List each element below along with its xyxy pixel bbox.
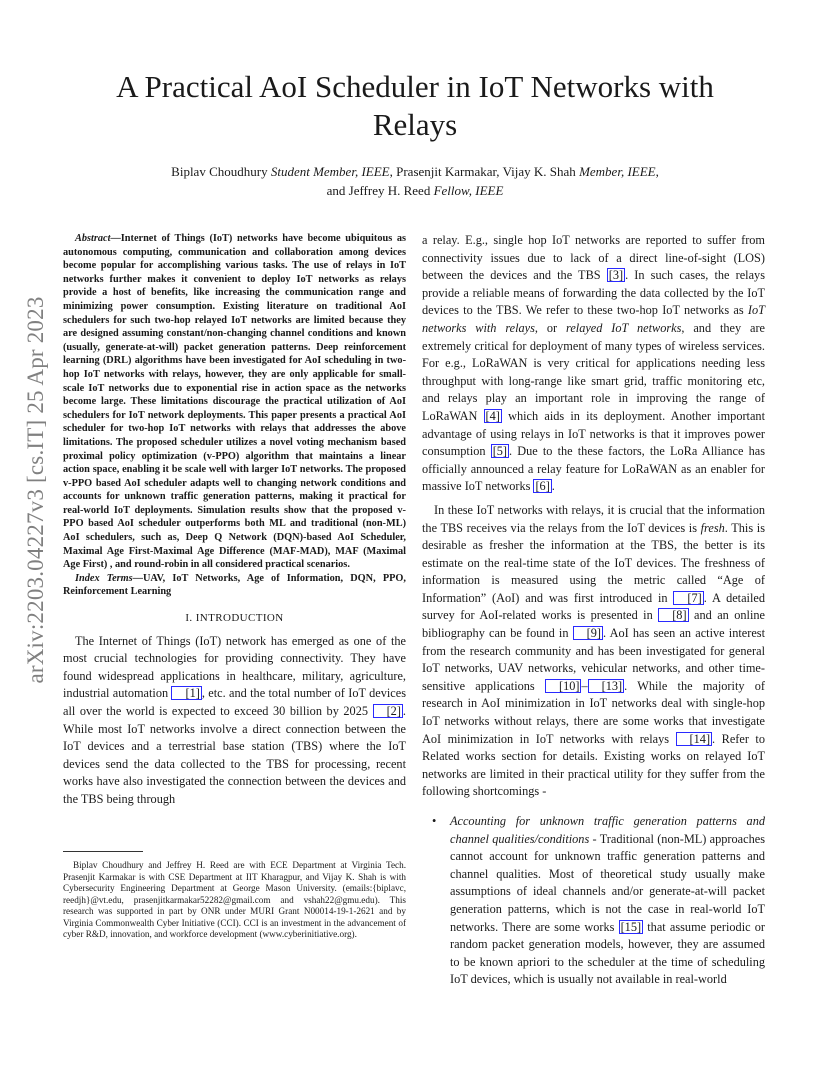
author-list xyxy=(80,162,750,200)
intro-paragraph-1: The Internet of Things (IoT) network has emerged as one of the most crucial technologies for providing connectivity. They have found widespread applications in healthcare, military, agriculture, industrial automation [1] , etc. and the total number of IoT devices all over the world is expected to exceed 30 billion by 2025 [2] . While most IoT networks involve a direct connection between the IoT devices and a terrestrial base station (TBS) where the IoT devices send the data collected to the TBS for processing, recent works have also investigated the connection between the devices and the TBS being through xyxy=(63,633,406,806)
author-3-role: Member, IEEE xyxy=(579,164,656,179)
citation-link[interactable]: [10] xyxy=(545,679,582,693)
citation-link[interactable]: [5] xyxy=(492,444,508,459)
citation-link[interactable]: [14] xyxy=(676,732,713,746)
citation-link[interactable]: [9] xyxy=(573,626,603,640)
shortcomings-list xyxy=(422,813,765,989)
arxiv-id: arXiv:2203.04227v3 [cs.IT] 25 Apr 2023 xyxy=(23,296,48,684)
arxiv-sidebar-stamp xyxy=(22,296,50,684)
citation-link[interactable]: [3] xyxy=(608,268,624,283)
section-heading-introduction: I. INTRODUCTION xyxy=(185,612,284,625)
list-item: • Accounting for unknown traffic generation patterns and channel qualities/conditions - Traditional (non-ML) approaches cannot account for unknown traffic generation patterns and channel qualities. Most of theoretical study usually make assumptions of ideal channels and/or generate-at-will packet generation patterns, which is not the case in real-world IoT networks. There are some works [15] that assume periodic or random packet generation models, however, they are assumed to be known apriori to the scheduler at the time of scheduling IoT devices, which is usually not available in real-world xyxy=(432,814,765,987)
author-1-role: Student Member, IEEE xyxy=(270,164,390,179)
citation-link[interactable]: [1] xyxy=(171,686,201,700)
author-separator: , xyxy=(655,164,659,179)
left-column xyxy=(63,232,406,809)
author-4-name: and Jeffrey H. Reed xyxy=(326,183,434,198)
index-terms-text: —UAV, IoT Networks, Age of Information, DQN, PPO, Reinforcement Learning xyxy=(63,572,406,598)
bullet-title: Accounting for unknown traffic generation patterns and channel qualities/conditions xyxy=(450,814,765,846)
citation-link[interactable]: [2] xyxy=(373,704,403,718)
citation-link[interactable]: [7] xyxy=(673,591,703,605)
abstract xyxy=(63,232,406,572)
paper-title: A Practical AoI Scheduler in IoT Networks with Relays xyxy=(116,69,714,142)
citation-link[interactable]: [13] xyxy=(588,679,625,693)
author-2-3-names: , Prasenjit Karmakar, Vijay K. Shah xyxy=(389,164,580,179)
citation-link[interactable]: [4] xyxy=(485,408,500,423)
abstract-text: —Internet of Things (IoT) networks have become ubiquitous as autonomous computing, communication and collaboration among devices become popular for accomplishing various tasks. The use of relays in IoT networks further makes it convenient to deploy IoT networks as relays provide a host of benefits, like increasing the communication range and minimizing power consumption. Existing literature on traditional AoI schedulers for such two-hop relayed IoT networks are limited because they are designed assuming constant/non-changing channel conditions and known (usually, generate-at-will) packet generation patterns. Deep reinforcement learning (DRL) algorithms have been investigated for AoI scheduling in two-hop IoT networks with relays, however, they are only applicable for small-scale IoT networks due to exponential rise in action space as the networks become large. These limitations discourage the practical utilization of AoI schedulers for IoT network deployments. This paper presents a practical AoI scheduler for two-hop IoT networks with relays that addresses the above limitations. The proposed scheduler utilizes a novel voting mechanism based proximal policy optimization (v-PPO) algorithm that maintains a linear action space, enabling it be scale well with larger IoT networks. The proposed v-PPO based AoI scheduler adapts well to changing network conditions and accounts for unknown traffic generation patterns, making it practical for real-world IoT deployments. Simulation results show that the proposed v-PPO based AoI scheduler outperforms both ML and traditional (non-ML) AoI schedulers, such as, Deep Q Network (DQN)-based AoI Scheduler, Maximal Age First-Maximal Age Difference (MAF-MAD), MAF (Maximal Age First) , and round-robin in all considered practical scenarios. xyxy=(63,233,406,571)
author-4-role: Fellow, IEEE xyxy=(433,183,504,198)
citation-link[interactable]: [8] xyxy=(658,608,688,622)
emphasis: fresh xyxy=(700,520,725,535)
emphasis: relayed IoT networks xyxy=(565,320,682,335)
right-column xyxy=(422,232,765,989)
author-footnote: Biplav Choudhury and Jeffrey H. Reed are with ECE Department at Virginia Tech. Prasenjit Karmakar is with CSE Department at IIT Kharagpur, and Vijay K. Shah is with Cybersecurity Engineering Department at George Mason University. (emails:{biplavc, reedjh}@vt.edu, prasenjitkarmakar52282@gmail.com and vshah22@gmu.edu). This research was supported in part by ONR under MURI Grant N00014-19-1-2621 and by Virginia Commonwealth Cyber Initiative (CCI). CCI is an investment in the advancement of cyber R&D, innovation, and workforce development (www.cyberinitiative.org). xyxy=(63,860,406,939)
intro-paragraph-2: a relay. E.g., single hop IoT networks are reported to suffer from connectivity issues due to lack of a direct line-of-sight (LOS) between the devices and the TBS [3] . In such cases, the relays provide a reliable means of forwarding the data collected by the IoT devices to the TBS. We refer to these two-hop IoT networks as IoT networks with relays, or relayed IoT networks, and they are extremely critical for deployment of many types of wireless services. For e.g., LoRaWAN is very critical for applications needing less throughput with long-range like smart grid, traffic monitoring etc, and relays play an important role in improving the range of LoRaWAN [4] which aids in its deployment. Another important advantage of using relays in IoT networks is that it improves power consumption [5] . Due to the these factors, the LoRa Alliance has officially announced a relay feature for LoRaWAN as an enabler for massive IoT networks [6] . xyxy=(422,233,766,494)
bullet-marker: • xyxy=(432,814,437,828)
author-1-name: Biplav Choudhury xyxy=(171,164,271,179)
abstract-label: Abstract xyxy=(75,233,111,244)
citation-link[interactable]: [15] xyxy=(620,919,642,934)
intro-paragraph-3: In these IoT networks with relays, it is crucial that the information the TBS receives via the relays from the IoT devices is fresh. This is desirable as fresher the information at the TBS, the better is its estimate on the real-time state of the IoT devices. The freshness of information is measured using the metric called “Age of Information” (AoI) and was first introduced in [7] . A detailed survey for AoI-related works is presented in [8] and an online bibliography can be found in [9] . AoI has seen an active interest from the research community and has been investigated for general IoT networks, UAV networks, vehicular networks, and other time-sensitive applications [10] – [13] . While the majority of research in AoI minimization in IoT networks deal with single-hop IoT networks without relays, there are some works that investigate AoI minimization in IoT networks with relays [14] . Refer to Related works section for details. Existing works on relayed IoT networks are limited in their practical utility for they suffer from the following shortcomings - xyxy=(422,502,766,799)
index-terms-label: Index Terms xyxy=(75,572,133,584)
footnote-divider xyxy=(63,851,143,852)
emphasis: IoT networks with relays xyxy=(422,303,765,335)
citation-link[interactable]: [6] xyxy=(535,479,550,494)
index-terms xyxy=(63,572,406,599)
